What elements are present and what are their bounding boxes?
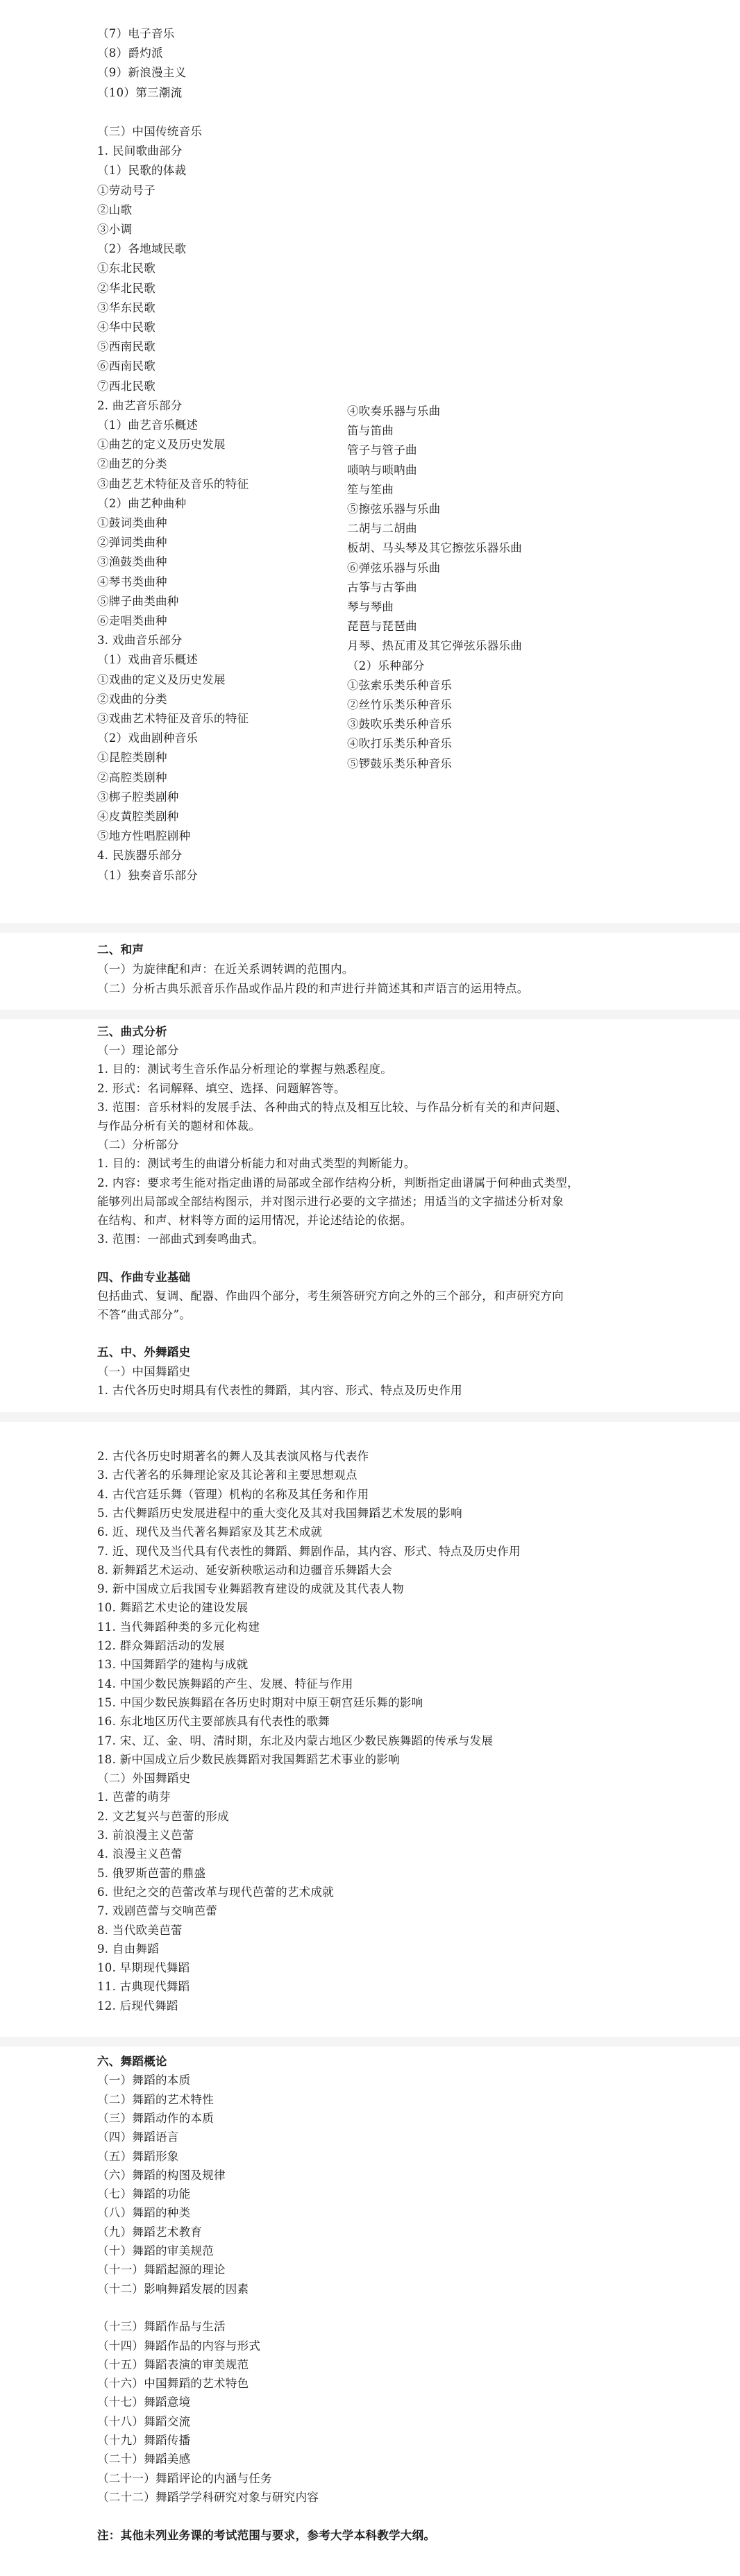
outline-line: （二）外国舞蹈史 (97, 1772, 191, 1786)
outline-line: 1. 古代各历史时期具有代表性的舞蹈，其内容、形式、特点及历史作用 (97, 1383, 462, 1397)
outline-line: 17. 宋、辽、金、明、清时期，东北及内蒙古地区少数民族舞蹈的传承与发展 (97, 1734, 494, 1747)
outline-line: ①曲艺的定义及历史发展 (97, 438, 226, 452)
outline-line: ②高腔类剧种 (97, 770, 167, 784)
separator (0, 2037, 740, 2047)
outline-line: （二十二）舞蹈学学科研究对象与研究内容 (97, 2490, 319, 2504)
outline-line: ⑥走唱类曲种 (97, 614, 167, 627)
outline-line: （7）电子音乐 (97, 27, 175, 40)
outline-line: 7. 近、现代及当代具有代表性的舞蹈、舞剧作品，其内容、形式、特点及历史作用 (97, 1544, 521, 1558)
outline-line: ①戏曲的定义及历史发展 (97, 672, 226, 686)
outline-line: 3. 前浪漫主义芭蕾 (97, 1829, 194, 1842)
outline-line: （2）戏曲剧种音乐 (97, 731, 199, 745)
outline-line: （2）曲艺种曲种 (97, 496, 187, 510)
outline-line: （十八）舞蹈交流 (97, 2414, 191, 2428)
outline-line: 与作品分析有关的题材和体裁。 (97, 1119, 261, 1133)
outline-line: ①弦索乐类乐种音乐 (347, 678, 453, 692)
outline-line: ②丝竹乐类乐种音乐 (347, 698, 453, 711)
outline-line: （2）各地域民歌 (97, 242, 187, 256)
outline-line: 6. 近、现代及当代著名舞蹈家及其艺术成就 (97, 1525, 323, 1539)
outline-line: 1. 芭蕾的萌芽 (97, 1790, 171, 1804)
outline-line: 2. 形式：名词解释、填空、选择、问题解答等。 (97, 1081, 346, 1095)
section-heading: 注：其他未列业务课的考试范围与要求，参考大学本科教学大纲。 (97, 2528, 436, 2542)
outline-line: （2）乐种部分 (347, 659, 425, 672)
outline-line: （十五）舞蹈表演的审美规范 (97, 2357, 249, 2371)
outline-line: 15. 中国少数民族舞蹈在各历史时期对中原王朝宫廷乐舞的影响 (97, 1695, 423, 1709)
outline-line: 16. 东北地区历代主要部族具有代表性的歌舞 (97, 1715, 330, 1729)
outline-line: ①东北民歌 (97, 262, 155, 276)
outline-line: 4. 民族器乐部分 (97, 849, 183, 863)
outline-line: ②华北民歌 (97, 281, 155, 295)
outline-line: （10）第三潮流 (97, 85, 183, 99)
outline-line: 笛与笛曲 (347, 424, 394, 438)
outline-line: 琴与琴曲 (347, 600, 394, 613)
outline-line: 11. 古典现代舞蹈 (97, 1980, 190, 1994)
fragment-analysis (0, 1019, 740, 1449)
outline-line: （十）舞蹈的审美规范 (97, 2244, 214, 2257)
outline-line: ④琴书类曲种 (97, 575, 167, 588)
outline-line: （十二）影响舞蹈发展的因素 (97, 2282, 249, 2296)
outline-line: 5. 俄罗斯芭蕾的鼎盛 (97, 1866, 206, 1880)
fragment-dance-theory (0, 2047, 740, 2575)
outline-line: ⑦西北民歌 (97, 379, 155, 393)
outline-line: 1. 目的：测试考生音乐作品分析理论的掌握与熟悉程度。 (97, 1062, 393, 1076)
outline-line: ③梆子腔类剧种 (97, 790, 179, 804)
section-heading: 四、作曲专业基础 (97, 1270, 191, 1284)
outline-line: ⑤擦弦乐器与乐曲 (347, 502, 441, 516)
outline-line: ①劳动号子 (97, 183, 155, 197)
outline-line: 2. 文艺复兴与芭蕾的形成 (97, 1809, 229, 1823)
outline-line: 9. 新中国成立后我国专业舞蹈教育建设的成就及其代表人物 (97, 1582, 404, 1596)
outline-line: ③渔鼓类曲种 (97, 555, 167, 569)
outline-line: （三）中国传统音乐 (97, 125, 203, 138)
outline-line: （1）戏曲音乐概述 (97, 653, 199, 667)
section-heading: 六、舞蹈概论 (97, 2055, 167, 2068)
outline-line: （一）为旋律配和声：在近关系调转调的范围内。 (97, 963, 354, 976)
outline-line: 唢呐与唢呐曲 (347, 463, 417, 477)
outline-line: 8. 当代欧美芭蕾 (97, 1923, 183, 1937)
outline-line: ⑤地方性唱腔剧种 (97, 829, 191, 843)
outline-line: ②曲艺的分类 (97, 457, 167, 471)
section-heading: 五、中、外舞蹈史 (97, 1346, 191, 1359)
outline-line: ③鼓吹乐类乐种音乐 (347, 718, 453, 731)
outline-line: （一）中国舞蹈史 (97, 1364, 191, 1378)
outline-line: ⑥弹弦乐器与乐曲 (347, 561, 441, 575)
outline-line: ③戏曲艺术特征及音乐的特征 (97, 712, 249, 725)
outline-line: （二十）舞蹈美感 (97, 2452, 191, 2466)
outline-line: ③曲艺艺术特征及音乐的特征 (97, 477, 249, 491)
outline-line: 包括曲式、复调、配器、作曲四个部分，考生须答研究方向之外的三个部分，和声研究方向 (97, 1289, 564, 1303)
outline-line: 9. 自由舞蹈 (97, 1942, 160, 1956)
outline-line: （九）舞蹈艺术教育 (97, 2225, 203, 2239)
outline-line: 能够列出局部或全部结构图示，并对图示进行必要的文字描述；用适当的文字描述分析对象 (97, 1194, 564, 1208)
outline-line: 13. 中国舞蹈学的建构与成就 (97, 1658, 249, 1672)
outline-line: ④吹奏乐器与乐曲 (347, 405, 441, 418)
outline-line: （十三）舞蹈作品与生活 (97, 2320, 226, 2334)
separator (0, 1010, 740, 1019)
outline-line: 3. 范围：一部曲式到奏鸣曲式。 (97, 1232, 264, 1246)
outline-line: 6. 世纪之交的芭蕾改革与现代芭蕾的艺术成就 (97, 1885, 335, 1899)
outline-line: 12. 群众舞蹈活动的发展 (97, 1639, 225, 1652)
outline-line: （十一）舞蹈起源的理论 (97, 2263, 226, 2277)
outline-line: ⑤西南民歌 (97, 340, 155, 354)
outline-line: 18. 新中国成立后少数民族舞蹈对我国舞蹈艺术事业的影响 (97, 1752, 400, 1766)
outline-line: 不答“曲式部分”。 (97, 1308, 192, 1321)
outline-line: 2. 古代各历史时期著名的舞人及其表演风格与代表作 (97, 1450, 369, 1463)
outline-line: （十九）舞蹈传播 (97, 2434, 191, 2447)
outline-line: 2. 内容：要求考生能对指定曲谱的局部或全部作结构分析，判断指定曲谱属于何种曲式类型， (97, 1176, 579, 1189)
outline-line: 10. 舞蹈艺术史论的建设发展 (97, 1601, 249, 1615)
outline-line: （六）舞蹈的构图及规律 (97, 2168, 226, 2182)
outline-line: ②山歌 (97, 203, 133, 217)
outline-line: ⑤锣鼓乐类乐种音乐 (347, 756, 453, 770)
outline-line: 7. 戏剧芭蕾与交响芭蕾 (97, 1904, 218, 1918)
outline-line: 4. 浪漫主义芭蕾 (97, 1847, 183, 1861)
outline-line: ④华中民歌 (97, 321, 155, 334)
outline-line: 4. 古代宫廷乐舞（管理）机构的名称及其任务和作用 (97, 1487, 369, 1501)
outline-line: 在结构、和声、材料等方面的运用情况，并论述结论的依据。 (97, 1214, 412, 1227)
outline-line: ④皮黄腔类剧种 (97, 810, 179, 823)
outline-line: ③华东民歌 (97, 300, 155, 314)
outline-line: 1. 民间歌曲部分 (97, 144, 183, 158)
outline-line: 10. 早期现代舞蹈 (97, 1961, 190, 1975)
outline-line: ④吹打乐类乐种音乐 (347, 737, 453, 751)
section-heading: 二、和声 (97, 943, 144, 956)
outline-line: 2. 曲艺音乐部分 (97, 398, 183, 412)
outline-line: （9）新浪漫主义 (97, 66, 187, 80)
outline-line: （1）独奏音乐部分 (97, 868, 199, 882)
outline-line: 8. 新舞蹈艺术运动、延安新秧歌运动和边疆音乐舞蹈大会 (97, 1563, 393, 1577)
outline-line: （二）分析古典乐派音乐作品或作品片段的和声进行并简述其和声语言的运用特点。 (97, 982, 529, 995)
outline-line: 5. 古代舞蹈历史发展进程中的重大变化及其对我国舞蹈艺术发展的影响 (97, 1506, 462, 1520)
outline-line: ⑤牌子曲类曲种 (97, 594, 179, 608)
outline-line: 14. 中国少数民族舞蹈的产生、发展、特征与作用 (97, 1677, 353, 1690)
outline-line: （二）舞蹈的艺术特性 (97, 2092, 214, 2106)
outline-line: 月琴、热瓦甫及其它弹弦乐器乐曲 (347, 639, 522, 653)
outline-line: ①鼓词类曲种 (97, 516, 167, 529)
fragment-music-outline (0, 0, 740, 895)
outline-line: （十六）中国舞蹈的艺术特色 (97, 2377, 249, 2391)
outline-line: （二十一）舞蹈评论的内涵与任务 (97, 2471, 272, 2485)
outline-line: （二）分析部分 (97, 1138, 179, 1152)
fragment-harmony (0, 937, 740, 1013)
outline-line: ③小调 (97, 223, 133, 236)
outline-line: 笙与笙曲 (347, 482, 394, 496)
outline-line: （一）舞蹈的本质 (97, 2074, 191, 2087)
outline-line: （八）舞蹈的种类 (97, 2206, 191, 2220)
outline-line: 板胡、马头琴及其它擦弦乐器乐曲 (347, 541, 522, 555)
outline-line: ②弹词类曲种 (97, 536, 167, 550)
outline-line: 11. 当代舞蹈种类的多元化构建 (97, 1620, 260, 1634)
outline-line: （1）民歌的体裁 (97, 164, 187, 178)
outline-line: （十四）舞蹈作品的内容与形式 (97, 2339, 261, 2353)
outline-line: ②戏曲的分类 (97, 692, 167, 706)
outline-line: （四）舞蹈语言 (97, 2130, 179, 2144)
outline-line: 3. 戏曲音乐部分 (97, 634, 183, 647)
outline-line: （一）理论部分 (97, 1044, 179, 1058)
outline-line: （1）曲艺音乐概述 (97, 418, 199, 432)
outline-line: 琵琶与琵琶曲 (347, 620, 417, 634)
section-heading: 三、曲式分析 (97, 1025, 167, 1038)
outline-line: （七）舞蹈的功能 (97, 2187, 191, 2201)
outline-line: ①昆腔类剧种 (97, 751, 167, 765)
outline-line: 12. 后现代舞蹈 (97, 1999, 178, 2012)
outline-line: 古筝与古筝曲 (347, 580, 417, 594)
outline-line: （8）爵灼派 (97, 46, 163, 60)
outline-line: ⑥西南民歌 (97, 359, 155, 373)
separator (0, 923, 740, 933)
fragment-dance-history (0, 1443, 740, 2040)
outline-line: 3. 范围：音乐材料的发展手法、各种曲式的特点及相互比较、与作品分析有关的和声问题、 (97, 1100, 568, 1114)
outline-line: （十七）舞蹈意境 (97, 2396, 191, 2409)
outline-line: 3. 古代著名的乐舞理论家及其论著和主要思想观点 (97, 1468, 358, 1482)
outline-line: 二胡与二胡曲 (347, 522, 417, 536)
outline-line: 1. 目的：测试考生的曲谱分析能力和对曲式类型的判断能力。 (97, 1157, 416, 1171)
outline-line: 管子与管子曲 (347, 443, 417, 457)
outline-line: （三）舞蹈动作的本质 (97, 2111, 214, 2125)
outline-line: （五）舞蹈形象 (97, 2149, 179, 2163)
separator (0, 1412, 740, 1422)
